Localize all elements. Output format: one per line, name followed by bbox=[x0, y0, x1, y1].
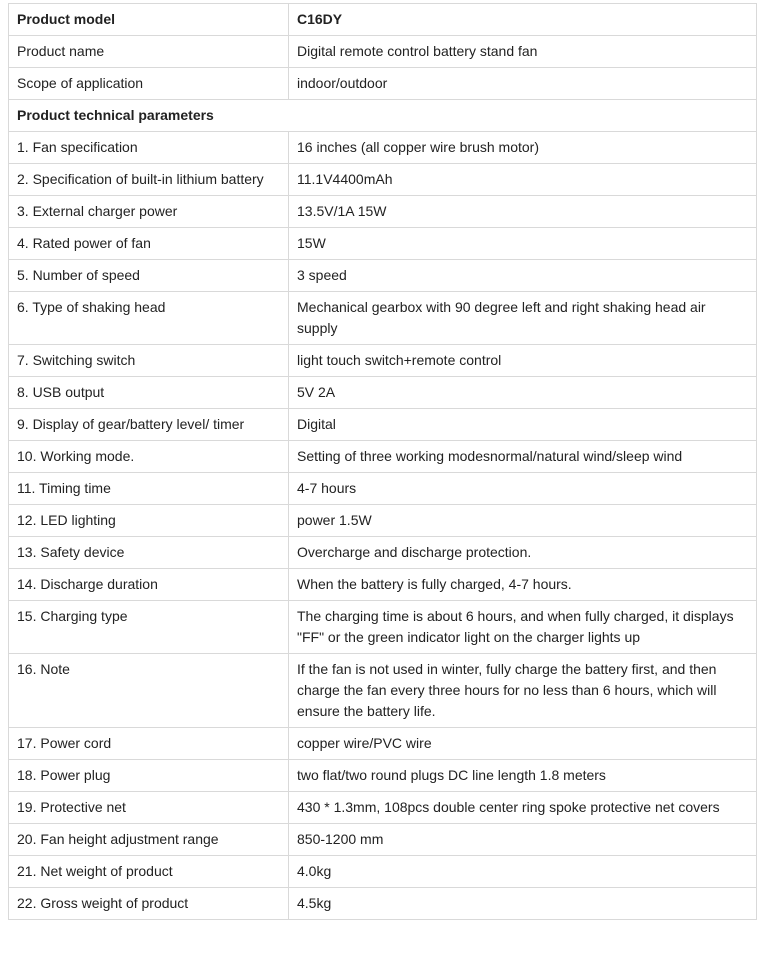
spec-value: 13.5V/1A 15W bbox=[289, 196, 757, 228]
spec-value: 4.0kg bbox=[289, 856, 757, 888]
spec-label: 13. Safety device bbox=[9, 537, 289, 569]
spec-value: Digital bbox=[289, 409, 757, 441]
spec-value: 5V 2A bbox=[289, 377, 757, 409]
table-row bbox=[9, 728, 757, 760]
spec-label: 1. Fan specification bbox=[9, 132, 289, 164]
spec-table-body bbox=[9, 4, 757, 920]
table-row bbox=[9, 856, 757, 888]
table-row bbox=[9, 824, 757, 856]
table-row bbox=[9, 473, 757, 505]
table-row bbox=[9, 345, 757, 377]
spec-value: 15W bbox=[289, 228, 757, 260]
spec-label: 12. LED lighting bbox=[9, 505, 289, 537]
spec-label: Product name bbox=[9, 36, 289, 68]
spec-table bbox=[8, 3, 757, 920]
spec-value: 4.5kg bbox=[289, 888, 757, 920]
table-row bbox=[9, 601, 757, 654]
table-row bbox=[9, 760, 757, 792]
table-row bbox=[9, 292, 757, 345]
spec-value: two flat/two round plugs DC line length 1.8 meters bbox=[289, 760, 757, 792]
table-row bbox=[9, 260, 757, 292]
spec-label: Product model bbox=[9, 4, 289, 36]
table-row bbox=[9, 377, 757, 409]
spec-label: 19. Protective net bbox=[9, 792, 289, 824]
table-row bbox=[9, 888, 757, 920]
spec-label: 2. Specification of built-in lithium battery bbox=[9, 164, 289, 196]
spec-label: 7. Switching switch bbox=[9, 345, 289, 377]
spec-value: Digital remote control battery stand fan bbox=[289, 36, 757, 68]
spec-label: 8. USB output bbox=[9, 377, 289, 409]
table-row bbox=[9, 792, 757, 824]
spec-label: 21. Net weight of product bbox=[9, 856, 289, 888]
spec-value: The charging time is about 6 hours, and when fully charged, it displays "FF" or the green indicator light on the charger lights up bbox=[289, 601, 757, 654]
table-row bbox=[9, 654, 757, 728]
spec-value: Overcharge and discharge protection. bbox=[289, 537, 757, 569]
spec-value: C16DY bbox=[289, 4, 757, 36]
spec-label: 16. Note bbox=[9, 654, 289, 728]
spec-value: 11.1V4400mAh bbox=[289, 164, 757, 196]
table-row bbox=[9, 132, 757, 164]
spec-label: 22. Gross weight of product bbox=[9, 888, 289, 920]
spec-value: power 1.5W bbox=[289, 505, 757, 537]
section-header: Product technical parameters bbox=[9, 100, 757, 132]
spec-label: Scope of application bbox=[9, 68, 289, 100]
spec-value: Setting of three working modesnormal/natural wind/sleep wind bbox=[289, 441, 757, 473]
spec-label: 9. Display of gear/battery level/ timer bbox=[9, 409, 289, 441]
spec-label: 4. Rated power of fan bbox=[9, 228, 289, 260]
spec-label: 3. External charger power bbox=[9, 196, 289, 228]
table-row bbox=[9, 441, 757, 473]
table-row bbox=[9, 505, 757, 537]
spec-label: 20. Fan height adjustment range bbox=[9, 824, 289, 856]
spec-value: copper wire/PVC wire bbox=[289, 728, 757, 760]
spec-label: 10. Working mode. bbox=[9, 441, 289, 473]
spec-table-container bbox=[8, 3, 757, 920]
spec-value: When the battery is fully charged, 4-7 hours. bbox=[289, 569, 757, 601]
spec-label: 17. Power cord bbox=[9, 728, 289, 760]
spec-label: 5. Number of speed bbox=[9, 260, 289, 292]
spec-label: 18. Power plug bbox=[9, 760, 289, 792]
table-row bbox=[9, 228, 757, 260]
table-row bbox=[9, 537, 757, 569]
table-row bbox=[9, 164, 757, 196]
table-row bbox=[9, 569, 757, 601]
spec-value: 850-1200 mm bbox=[289, 824, 757, 856]
table-row bbox=[9, 196, 757, 228]
table-row bbox=[9, 409, 757, 441]
spec-value: Mechanical gearbox with 90 degree left and right shaking head air supply bbox=[289, 292, 757, 345]
spec-value: indoor/outdoor bbox=[289, 68, 757, 100]
spec-value: light touch switch+remote control bbox=[289, 345, 757, 377]
table-row bbox=[9, 36, 757, 68]
spec-label: 6. Type of shaking head bbox=[9, 292, 289, 345]
spec-value: 3 speed bbox=[289, 260, 757, 292]
table-row bbox=[9, 68, 757, 100]
spec-label: 15. Charging type bbox=[9, 601, 289, 654]
spec-value: 430 * 1.3mm, 108pcs double center ring spoke protective net covers bbox=[289, 792, 757, 824]
spec-label: 11. Timing time bbox=[9, 473, 289, 505]
spec-value: 4-7 hours bbox=[289, 473, 757, 505]
table-row bbox=[9, 4, 757, 36]
spec-value: 16 inches (all copper wire brush motor) bbox=[289, 132, 757, 164]
section-header-row bbox=[9, 100, 757, 132]
spec-value: If the fan is not used in winter, fully charge the battery first, and then charge the fan every three hours for no less than 6 hours, which will ensure the battery life. bbox=[289, 654, 757, 728]
spec-label: 14. Discharge duration bbox=[9, 569, 289, 601]
